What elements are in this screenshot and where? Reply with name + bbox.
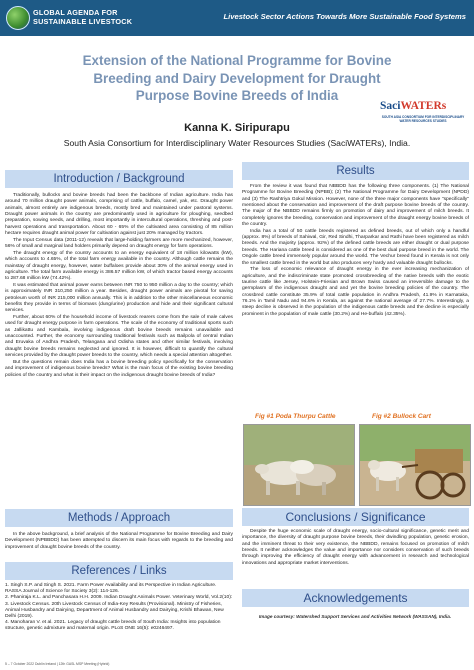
intro-paragraph: It was estimated that animal power earns between INR 750 to 950 million a day to the country; which is approximately INR 310,250 million a year. Besides, draught power animals are pivotal for saving petroleum worth of INR 215,000 million annually. This is in addition to the other miscellaneous economic benefits they provide in terms of biomass (dung/urine) production and hide and their significant cultural services.	[5, 282, 233, 314]
author-affiliation: South Asia Consortium for Interdisciplinary Water Resources Studies (SaciWATERs), India.	[63, 138, 411, 148]
header-tagline: Livestock Sector Actions Towards More Sustainable Food Systems	[223, 12, 466, 21]
logo-line-1: GLOBAL AGENDA FOR	[33, 8, 118, 17]
logo-line-2: SUSTAINABLE LIVESTOCK	[33, 17, 133, 26]
logo-text	[33, 8, 132, 26]
results-paragraph: The loss of economic relevance of draught energy in the ever increasing mechanization of agriculture, and the indiscriminate state promoted crossbreeding of the native breeds with the exotic taurine cattle like Jersey, Holstein-Friesian and Brown Swiss caused an irreversible damage to the germplasm of the indigenous draught and and yet the bovine breeding policies of the country. The crossbred cattle constitute 35.9% of total cattle population in Andhra Pradesh, 41.9% in Karnataka, 76.1% in Tamil Nadu and 94.6% in Kerala, as against the national average of 27.7%. Interestingly, a steep decline is observed in the population of the indigenous cattle breeds and the decline is especially prominent in the population of male cattle (30.2%) and He-buffalo (42.35%).	[242, 267, 469, 317]
reference-item: 4. Manoharan V. et al. 2021. Legacy of draught cattle breeds of South India: Insights into population structure, genetic admixture and maternal origin. PLoS ONE 16(5): e0246497.	[5, 620, 221, 632]
saciwaters-name-main: Saci	[380, 100, 401, 112]
saciwaters-wordmark	[380, 100, 446, 112]
intro-body	[5, 193, 233, 379]
conclusions-heading: Conclusions / Significance	[242, 508, 469, 526]
figure-1-caption: Fig #1 Poda Thurpu Cattle	[255, 413, 336, 420]
poster-title	[0, 52, 474, 105]
intro-paragraph: The Input Census data (2011-12) reveals that large-holding farmers are more mechanized, however, 56% of small and marginal land holders primarily depend on draught energy for farm operations.	[5, 237, 233, 250]
reference-item: 2. Phaniraja K.L. and Panchasara H.H. 2009. Indian Draught Animals Power. Veterinary World, Vol.2(10):	[5, 595, 233, 601]
methods-heading: Methods / Approach	[5, 509, 233, 527]
saciwaters-name-accent: WATERs	[400, 100, 447, 112]
acknowledgements-heading: Acknowledgements	[242, 589, 469, 607]
cattle-illustration	[244, 425, 354, 505]
intro-paragraph: The draught energy of the country accounts to an energy equivalent of 18 million kilowatts (kW), which accounts to 4.65%, of the total farm energy available in the country. Although cattle remains the mainstay of draught energy, however, water buffaloes provide about 30% of the animal energy used in agriculture. The total farm available energy is 386.57 million kW, of which tractor based energy accounts to 287.68 million kW (74.42%).	[5, 250, 233, 282]
header-bar	[0, 0, 474, 36]
cattle-photo	[243, 424, 355, 506]
conclusions-body	[242, 529, 469, 567]
figure-2-caption: Fig #2 Bullock Cart	[372, 413, 431, 420]
author-name: Kanna K. Siripurapu	[184, 122, 290, 134]
results-heading: Results	[242, 162, 469, 180]
title-line-3: Purpose Bovine Breeds of India	[135, 88, 339, 103]
results-paragraph: From the review it was found that NBBDD has the following three components. (1) The National Programme for Bovine Breeding (NPBB); (2) The National Programme for Dairy Development (NPDD) and (3) The Rashtriya Gokul Mission. However, none of the three major components have "specifically" mentioned about the conservation and improvement of the draft purpose bovine breeds of the country. The major of the NBBDD remains firmly on promotion of dairy and improvement of milch breeds. It completely ignores the breeding, conservation and improvement of the draught energy bovine breeds of the country.	[242, 184, 469, 228]
intro-paragraph: But the questions remain does India has a bovine breeding policy specifically for the conservation and improvement of indigenous bovine breeds? What is the main focus of the existing bovine breeding policies of the country and what is their impact on the indigenous draught bovine breeds of India?	[5, 359, 233, 378]
title-line-2: Breeding and Dairy Development for Draught	[93, 70, 381, 86]
conclusions-paragraph: Despite the huge economic scale of draught energy, socio-cultural significance, genetic merit and importance, the diversity of draught purpose bovine breeds, their dwindling population, genetic erosion, and the imminent threat to their very existence, the NBBDD, remains focused on promotion of milch breeds. It neither acknowledges the value and importance nor considers conservation of such breeds through improving the efficiency of draught energy with advancement in research and technological innovations and appropriate market interventions.	[242, 529, 469, 566]
intro-paragraph: Further, about 60% of the household income of livestock rearers come from the sale of male calves used for draught energy purpose in farm operations. The scale of the economy of traditional sports such as Jallikattu and Kambala, involving indigenous draft bovine breeds remains unavailable and unaccounted. Further, the economy surrounding traditional festivals such as Bailpola of central Indian and Eruvaka of Andhra Pradesh, Telangana and Odisha states and other similar festivals, involving draught bovine breeds remains neglected and ignored. It is however, difficult to quantify the cultural services provided by the draught power breeds to the country, which needs a special attention altogether.	[5, 315, 233, 359]
footer-event: 5 – 7 October 2022 Dublin Ireland | 12th GASL MSP Meeting (Hybrid)	[5, 662, 110, 666]
saciwaters-subtitle: SOUTH ASIA CONSORTIUM FOR INTERDISCIPLINARY WATER RESOURCES STUDIES	[381, 115, 465, 123]
reference-item: 3. Livestock Census. 20th Livestock Census of India-Key Results (Provisional). Ministry of Fisheries, Animal Husbandry and Dairying, Department of Animal Husbandry and Dairying, Krishi Bhawan, New Delhi (2019).	[5, 601, 224, 620]
methods-paragraph: In the above background, a brief analysis of the National Programme for Bovine Breeding and Dairy Development (NPBBDD) has been attempted to discern its main focus with regards to the breeding and improvement of draught bovine breeds of the country.	[5, 532, 233, 550]
bullock-cart-photo	[359, 424, 471, 506]
globe-icon	[6, 6, 30, 30]
intro-heading: Introduction / Background	[5, 170, 233, 188]
references-list	[5, 583, 233, 633]
bullock-cart-illustration	[360, 425, 470, 505]
references-heading: References / Links	[5, 562, 233, 580]
gasl-logo	[6, 5, 176, 31]
results-paragraph: India has a total of 50 cattle breeds registered as defined breeds, out of which only a handful (approx. 8%) of breeds of Sahiwal, Gir, Red Sindhi, Tharparkar and Rathi have been registered as milch breeds. And the majority (approx. 92%) of the defined cattle breeds are either draught or dual purpose breeds. The Hariana cattle breed is considered as one of the best dual purpose breed in the world. The Ongole cattle breed immensely popular around the world. The Vechur breed found in Kerala is not only the smallest cattle breed in the world but also produces very hardy and valuable draught bullocks.	[242, 228, 469, 266]
methods-body	[5, 532, 233, 551]
results-body	[242, 184, 469, 318]
intro-paragraph: Traditionally, bullocks and bovine breeds had been the backbone of Indian agriculture. India has around 70 million draught power animals, comprising of cattle, buffalo, camel, yak, etc. Draught power animals, almost entirely are indigenous breeds, mostly bred and maintained under pastoral systems. Draught power animals in the country are predominantly used in agriculture for ploughing, seedbed preparation, sowing seeds, and drilling, most importantly in intercultural operations, threshing and post-harvest operations and transportation. About 60 - 65% of the cultivated area consisting of 85 million hectare requires draught animal power for cultivation against just 20% managed by tractors.	[5, 193, 233, 237]
reference-item: 1. Singh S.P. and Singh S. 2021. Farm Power Availability and its Perspective in Indian Agriculture. RASSA Journal of Science for Society 3(2): 114-126.	[5, 583, 217, 595]
title-line-1: Extension of the National Programme for Bovine	[82, 53, 392, 68]
image-credit: Image courtesy: Watershed Support Services and Activities Network (WASSAN), India.	[258, 614, 452, 619]
